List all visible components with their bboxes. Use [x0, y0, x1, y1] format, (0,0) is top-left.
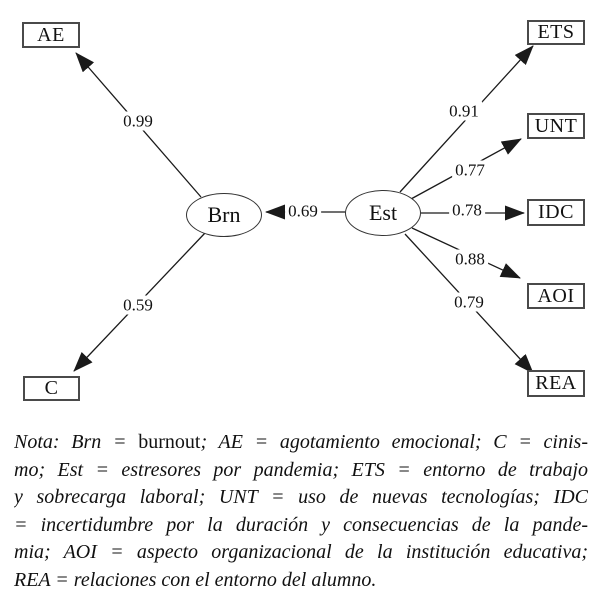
latent-ellipse-brn: Brn — [186, 193, 262, 237]
coefficient-est-rea: 0.79 — [451, 293, 487, 312]
note-line-2: mo; Est = estresores por pandemia; ETS = entorno de trabajo — [14, 458, 588, 481]
observed-box-idc: IDC — [527, 199, 585, 226]
note-line-5: mia; AOI = aspecto organizacional de la institución educativa; — [14, 541, 588, 563]
coefficient-est-idc: 0.78 — [449, 201, 485, 220]
coefficient-est-brn: 0.69 — [285, 202, 321, 221]
coefficient-brn-c: 0.59 — [120, 296, 156, 315]
observed-box-rea: REA — [527, 370, 585, 397]
note-line-3: y sobrecarga laboral; UNT = uso de nuevas tecnologías; IDC — [14, 486, 588, 508]
coefficient-est-ets: 0.91 — [446, 102, 482, 121]
observed-box-c: C — [23, 376, 80, 401]
latent-ellipse-est: Est — [345, 190, 421, 236]
note-line-1-roman: burnout — [138, 431, 201, 453]
note-line-4: = incertidumbre por la duración y consecuencias de la pande- — [14, 513, 588, 536]
note-line-1-post: ; AE = agotamiento emocional; C = cinis- — [200, 431, 588, 453]
coefficient-est-unt: 0.77 — [452, 161, 488, 180]
figure-note — [14, 429, 588, 594]
coefficient-brn-ae: 0.99 — [120, 112, 156, 131]
observed-box-ae: AE — [22, 22, 80, 48]
note-line-1-pre: Nota: Brn = — [14, 431, 139, 453]
observed-box-unt: UNT — [527, 113, 585, 139]
note-line-6: REA = relaciones con el entorno del alumno. — [14, 568, 377, 591]
coefficient-est-aoi: 0.88 — [452, 250, 488, 269]
observed-box-aoi: AOI — [527, 283, 585, 309]
note-line-1 — [14, 429, 588, 457]
observed-box-ets: ETS — [527, 20, 585, 45]
